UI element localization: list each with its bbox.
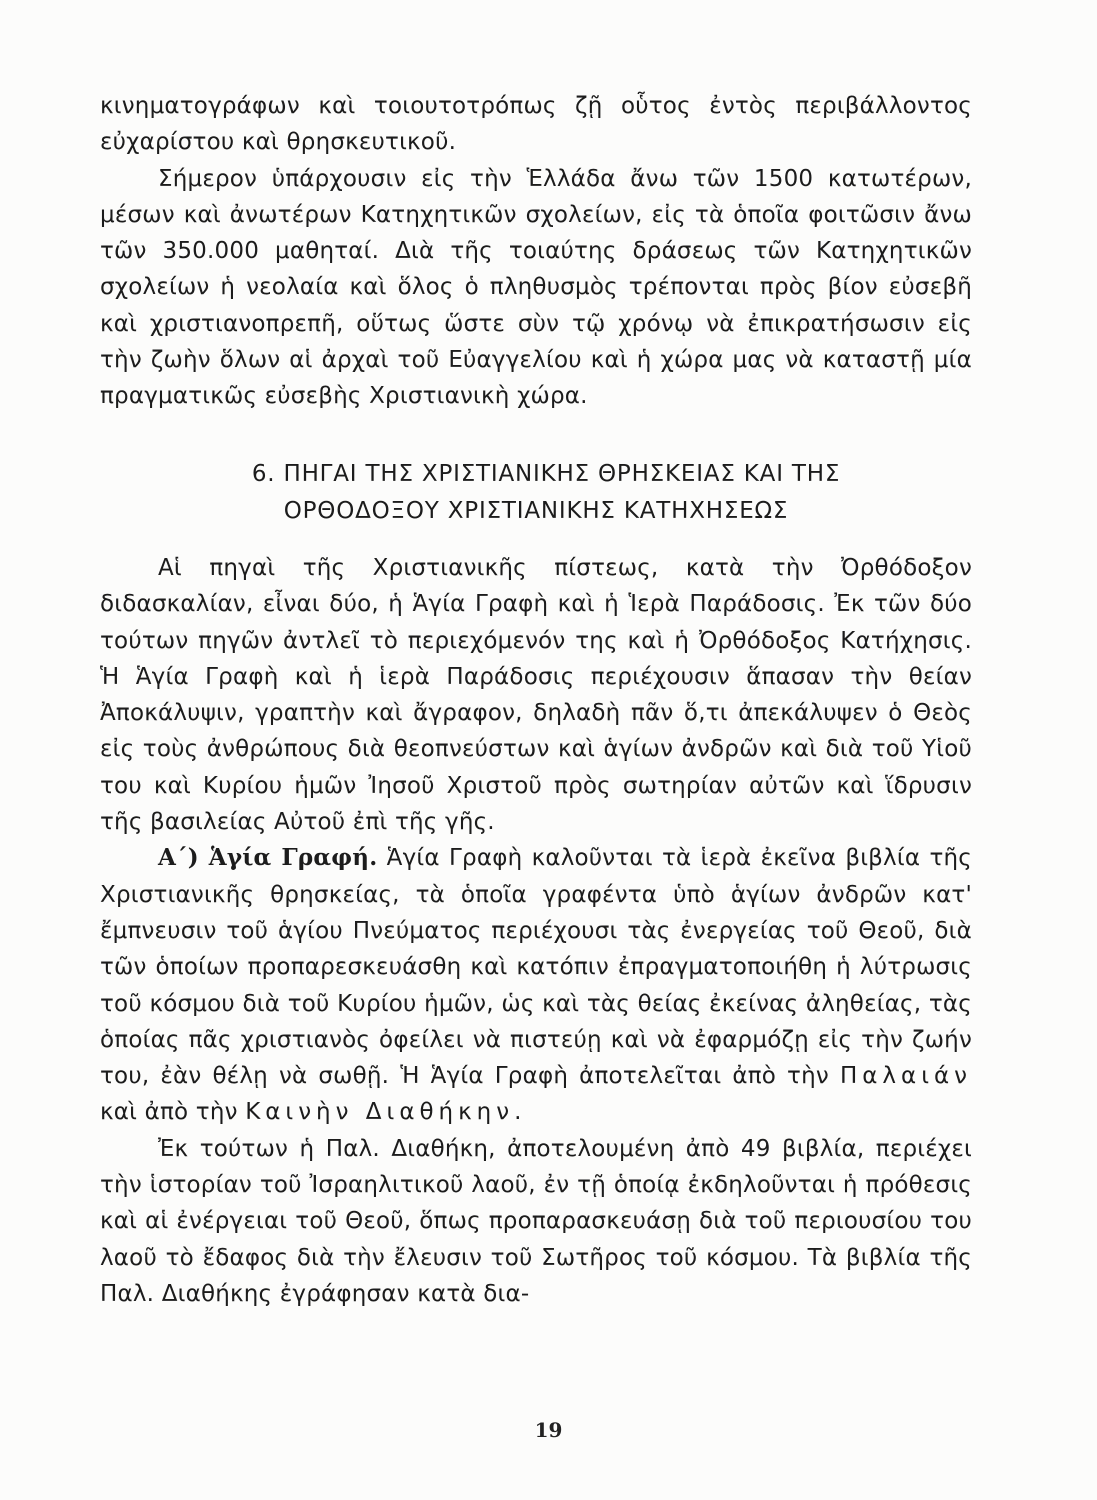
paragraph-3: Αἱ πηγαὶ τῆς Χριστιανικῆς πίστεως, κατὰ τὴν Ὀρθόδοξον διδασκαλίαν, εἶναι δύο, ἡ Ἁγία Γραφὴ καὶ ἡ Ἱερὰ Παράδοσις. Ἐκ τῶν δύο τούτων πηγῶν ἀντλεῖ τὸ περιεχόμενόν της καὶ ἡ Ὀρθόδοξος Κατήχησις. Ἡ Ἁγία Γραφὴ καὶ ἡ ἱερὰ Παράδοσις περιέχουσιν ἅπασαν τὴν θείαν Ἀποκάλυψιν, γραπτὴν καὶ ἄγραφον, δηλαδὴ πᾶν ὅ,τι ἀπεκάλυψεν ὁ Θεὸς εἰς τοὺς ἀνθρώπους διὰ θεοπνεύστων καὶ ἁγίων ἀνδρῶν καὶ διὰ τοῦ Υἱοῦ του καὶ Κυρίου ἡμῶν Ἰησοῦ Χριστοῦ πρὸς σωτηρίαν αὐτῶν καὶ ἵδρυσιν τῆς βασιλείας Αὐτοῦ ἐπὶ τῆς γῆς. [100, 555, 972, 836]
paragraph-1: κινηματογράφων καὶ τοιουτοτρόπως ζῇ οὗτος ἐντὸς περιβάλλοντος εὐχαρίστου καὶ θρησκευτικοῦ. [100, 93, 972, 156]
upper-text-block [100, 88, 972, 415]
page-number: 19 [534, 1418, 563, 1442]
paragraph-4 [100, 840, 972, 1130]
section-heading-line-1: 6. ΠΗΓΑΙ ΤΗΣ ΧΡΙΣΤΙΑΝΙΚΗΣ ΘΡΗΣΚΕΙΑΣ ΚΑΙ ΤΗΣ [251, 461, 841, 487]
spaced-new-testament: Καινὴν Διαθήκην [245, 1099, 515, 1126]
paragraph-5: Ἐκ τούτων ἡ Παλ. Διαθήκη, ἀποτελουμένη ἀπὸ 49 βιβλία, περιέχει τὴν ἱστορίαν τοῦ Ἰσραηλιτικοῦ λαοῦ, ἐν τῇ ὁποίᾳ ἐκδηλοῦνται ἡ πρόθεσις καὶ αἱ ἐνέργειαι τοῦ Θεοῦ, ὅπως προπαρασκευάσῃ διὰ τοῦ περιουσίου του λαοῦ τὸ ἔδαφος διὰ τὴν ἔλευσιν τοῦ Σωτῆρος τοῦ κόσμου. Τὰ βιβλία τῆς Παλ. Διαθήκης ἐγράφησαν κατὰ δια- [100, 1135, 972, 1307]
section-heading-line-2: ΟΡΘΟΔΟΞΟΥ ΧΡΙΣΤΙΑΝΙΚΗΣ ΚΑΤΗΧΗΣΕΩΣ [283, 498, 789, 524]
paragraph-4-text-after: . [514, 1099, 522, 1126]
spaced-old-testament: Παλαιάν [839, 1063, 972, 1090]
paragraph-4-text-before: Ἁγία Γραφὴ καλοῦνται τὰ ἱερὰ ἐκεῖνα βιβλία τῆς Χριστιανικῆς θρησκείας, τὰ ὁποῖα γραφέντα ὑπὸ ἁγίων ἀνδρῶν κατ' ἔμπνευσιν τοῦ ἁγίου Πνεύματος περιέχουσι τὰς ἐνεργείας τοῦ Θεοῦ, διὰ τῶν ὁποίων προπαρεσκευάσθη καὶ κατόπιν ἐπραγματοποιήθη ἡ λύτρωσις τοῦ κόσμου διὰ τοῦ Κυρίου ἡμῶν, ὡς καὶ τὰς θείας ἐκείνας ἀληθείας, τὰς ὁποίας πᾶς χριστιανὸς ὀφείλει νὰ πιστεύῃ καὶ νὰ ἐφαρμόζῃ εἰς τὴν ζωήν του, ἐὰν θέλῃ νὰ σωθῇ. Ἡ Ἁγία Γραφὴ ἀποτελεῖται ἀπὸ τὴν [100, 845, 972, 1090]
section-heading [100, 456, 972, 530]
paragraph-2: Σήμερον ὑπάρχουσιν εἰς τὴν Ἑλλάδα ἄνω τῶν 1500 κατωτέρων, μέσων καὶ ἀνωτέρων Κατηχητικῶν σχολείων, εἰς τὰ ὁποῖα φοιτῶσιν ἄνω τῶν 350.000 μαθηταί. Διὰ τῆς τοιαύτης δράσεως τῶν Κατηχητικῶν σχολείων ἡ νεολαία καὶ ὅλος ὁ πληθυσμὸς τρέπονται πρὸς βίον εὐσεβῆ καὶ χριστιανοπρεπῆ, οὕτως ὥστε σὺν τῷ χρόνῳ νὰ ἐπικρατήσωσιν εἰς τὴν ζωὴν ὅλων αἱ ἀρχαὶ τοῦ Εὐαγγελίου καὶ ἡ χώρα μας νὰ καταστῇ μία πραγματικῶς εὐσεβὴς Χριστιανικὴ χώρα. [100, 165, 972, 410]
lower-text-block [100, 550, 972, 1312]
paragraph-4-text-middle: καὶ ἀπὸ τὴν [100, 1099, 246, 1126]
subsection-label: Α΄) Ἁγία Γραφή. [158, 844, 378, 872]
